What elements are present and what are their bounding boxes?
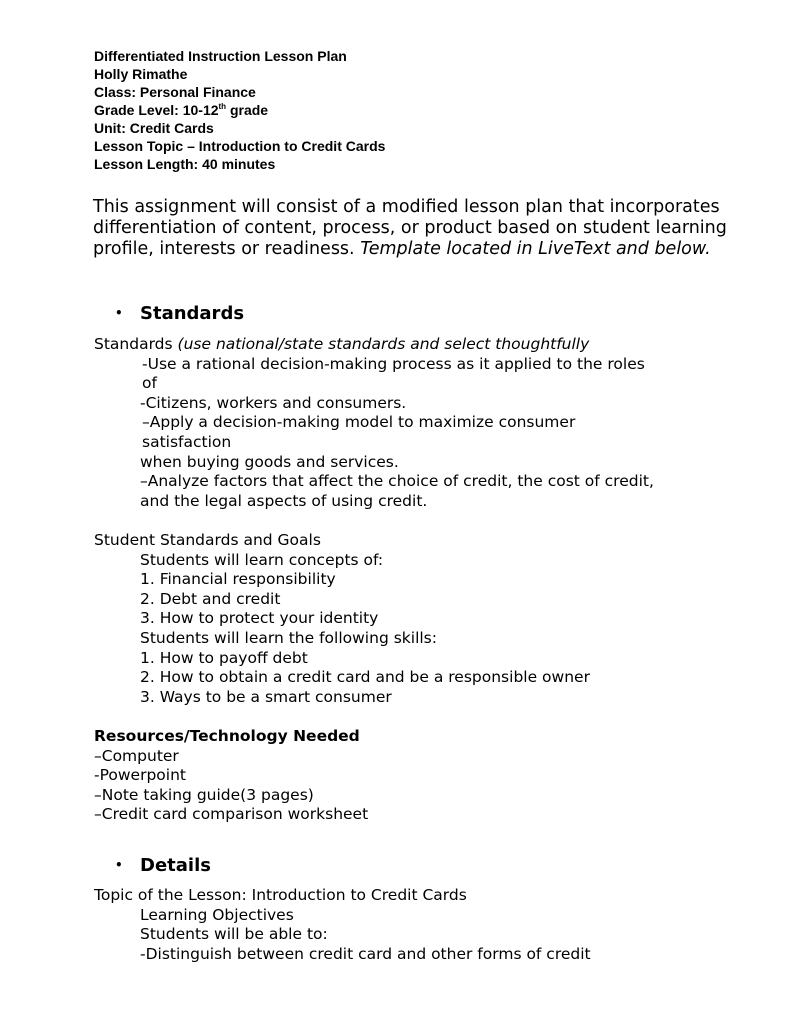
bullet-icon: • — [115, 858, 123, 872]
objective-line: -Distinguish between credit card and other forms of credit — [140, 944, 591, 963]
standard-line: of — [142, 374, 157, 393]
goal-line: 1. Financial responsibility — [140, 570, 336, 589]
grade-level-suffix: grade — [226, 102, 269, 118]
intro-template-note: Template located in LiveText and below. — [360, 239, 711, 259]
goal-line: 3. How to protect your identity — [140, 609, 379, 628]
grade-level-prefix: Grade Level: 10-12 — [94, 102, 219, 118]
goal-line: 1. How to payoff debt — [140, 648, 308, 667]
lesson-topic-line: Lesson Topic – Introduction to Credit Cards — [94, 138, 386, 154]
standard-line: -Citizens, workers and consumers. — [140, 393, 407, 412]
standard-line: -Use a rational decision-making process as it applied to the roles — [142, 354, 645, 373]
lesson-header — [94, 47, 385, 173]
resources-heading: Resources/Technology Needed — [94, 727, 360, 745]
resource-item: –Credit card comparison worksheet — [94, 805, 369, 824]
unit-line: Unit: Credit Cards — [94, 120, 214, 136]
details-heading-text: Details — [140, 855, 211, 876]
lesson-length-line: Lesson Length: 40 minutes — [94, 156, 276, 172]
standard-line: –Analyze factors that affect the choice of credit, the cost of credit, — [140, 472, 654, 491]
bullet-icon: • — [115, 306, 123, 320]
resource-item: –Note taking guide(3 pages) — [94, 785, 314, 804]
assignment-intro — [93, 197, 733, 260]
student-standards-heading: Student Standards and Goals — [94, 531, 321, 549]
resource-item: –Computer — [94, 746, 179, 765]
goal-line: Students will learn concepts of: — [140, 550, 384, 569]
goal-line: 2. Debt and credit — [140, 589, 281, 608]
standards-block — [94, 335, 654, 511]
objective-line: Learning Objectives — [140, 905, 294, 924]
standards-label: Standards (use national/state standards and select thoughtfully — [94, 335, 590, 353]
class-line: Class: Personal Finance — [94, 84, 256, 100]
standard-line: and the legal aspects of using credit. — [140, 491, 428, 510]
lesson-topic: Topic of the Lesson: Introduction to Credit Cards — [94, 886, 467, 904]
standards-heading-text: Standards — [140, 303, 245, 324]
objective-line: Students will be able to: — [140, 925, 328, 944]
standard-line: when buying goods and services. — [140, 452, 399, 471]
grade-level-line — [94, 101, 385, 119]
goal-line: 3. Ways to be a smart consumer — [140, 687, 392, 706]
student-standards-block — [94, 531, 590, 707]
document-title: Differentiated Instruction Lesson Plan — [94, 48, 347, 64]
intro-text: This assignment will consist of a modified lesson plan that incorporates differentiation of content, process, or product based on student learning profile, interests or readiness. — [93, 197, 727, 259]
details-heading — [115, 854, 211, 877]
resource-item: -Powerpoint — [94, 766, 186, 785]
goal-line: Students will learn the following skills: — [140, 628, 437, 647]
author-name: Holly Rimathe — [94, 66, 188, 82]
goal-line: 2. How to obtain a credit card and be a responsible owner — [140, 668, 590, 687]
details-block — [94, 886, 591, 964]
resources-block — [94, 727, 368, 825]
standard-line: satisfaction — [142, 432, 232, 451]
grade-level-superscript: th — [218, 102, 227, 111]
standard-line: –Apply a decision-making model to maximize consumer — [142, 413, 576, 432]
standards-heading — [115, 302, 244, 325]
